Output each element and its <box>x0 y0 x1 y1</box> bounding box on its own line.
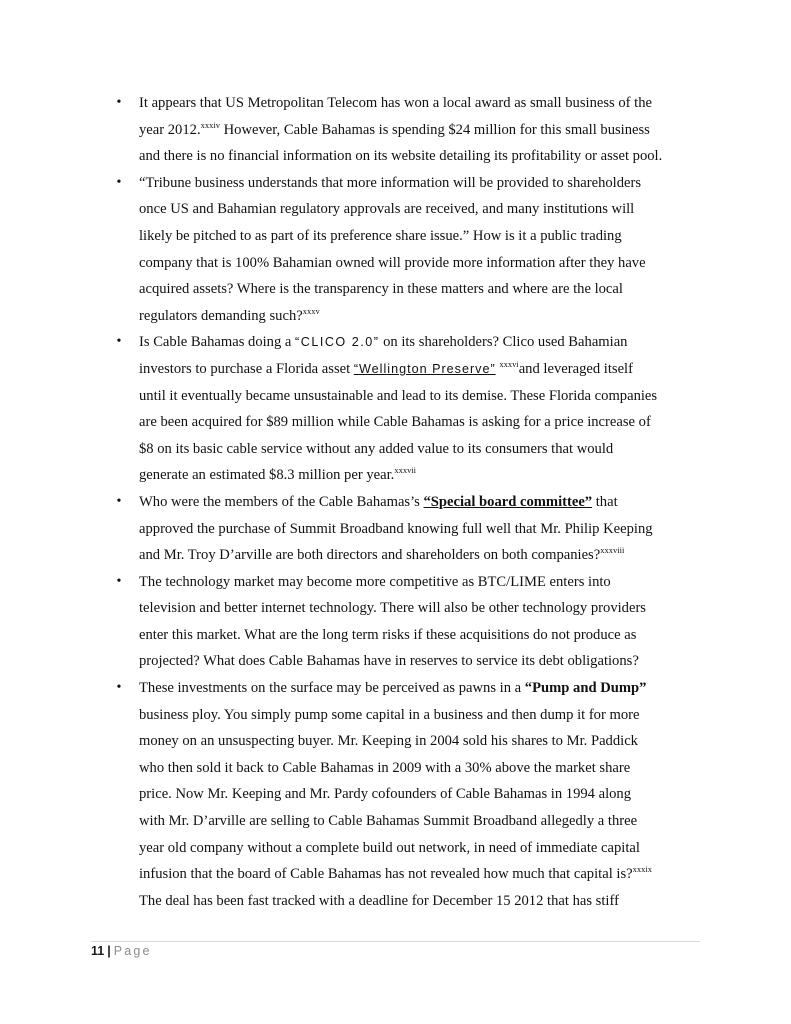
text-line <box>139 702 696 729</box>
bullet-paragraph <box>0 489 791 569</box>
text-line <box>139 143 696 170</box>
text-line <box>139 595 696 622</box>
text-line <box>139 250 696 277</box>
body-text: business ploy. You simply pump some capital in a business and then dump it for more <box>139 706 640 723</box>
text-line <box>139 542 696 569</box>
page-label: Page <box>113 944 152 958</box>
body-text: generate an estimated $8.3 million per year. <box>139 467 395 484</box>
text-line <box>139 888 696 915</box>
text-line <box>139 383 696 410</box>
endnote-reference: xxxix <box>632 864 652 875</box>
body-text: company that is 100% Bahamian owned will provide more information after they have <box>139 254 646 271</box>
bullet-icon: • <box>116 334 122 350</box>
page-footer <box>91 943 152 959</box>
text-line <box>139 675 696 702</box>
body-text: and Mr. Troy D’arville are both directors and shareholders on both companies? <box>139 547 601 564</box>
text-line <box>139 489 696 516</box>
bullet-paragraph <box>0 675 791 914</box>
body-text: who then sold it back to Cable Bahamas in 2009 with a 30% above the market share <box>139 759 631 776</box>
bullet-icon: • <box>116 680 122 696</box>
body-text: These investments on the surface may be perceived as pawns in a <box>139 680 525 697</box>
footer-separator: | <box>107 944 111 958</box>
endnote-reference: xxxvi <box>499 358 519 369</box>
body-text: It appears that US Metropolitan Telecom has won a local award as small business of the <box>139 95 653 111</box>
bold-underlined-term: “Special board committee” <box>423 493 593 510</box>
bullet-icon: • <box>116 493 122 509</box>
body-text: year old company without a complete build out network, in need of immediate capital <box>139 839 640 856</box>
bullet-paragraph <box>0 90 791 170</box>
text-line <box>139 781 696 808</box>
endnote-reference: xxxv <box>302 305 320 316</box>
body-text: infusion that the board of Cable Bahamas has not revealed how much that capital is? <box>139 866 633 883</box>
body-text: are been acquired for $89 million while Cable Bahamas is asking for a price increase of <box>139 414 651 431</box>
page-number: 11 <box>91 944 105 958</box>
body-text: “Tribune business understands that more information will be provided to shareholders <box>139 174 642 191</box>
bullet-paragraph <box>0 329 791 489</box>
footer-divider <box>91 941 700 942</box>
text-line <box>139 409 696 436</box>
quoted-term: “CLICO 2.0” <box>295 335 380 350</box>
text-line <box>139 90 696 117</box>
body-text: likely be pitched to as part of its preference share issue.” How is it a public trading <box>139 227 622 244</box>
body-text: television and better internet technology. There will also be other technology providers <box>139 600 646 617</box>
body-text: and leveraged itself <box>518 360 633 377</box>
body-text: The deal has been fast tracked with a deadline for December 15 2012 that has stiff <box>139 892 619 909</box>
text-line <box>139 196 696 223</box>
endnote-reference: xxxvii <box>394 465 417 476</box>
body-text: on its shareholders? Clico used Bahamian <box>379 334 628 351</box>
text-line <box>139 329 696 356</box>
body-text: $8 on its basic cable service without any added value to its consumers that would <box>139 440 614 457</box>
text-line <box>139 861 696 888</box>
text-line <box>139 223 696 250</box>
body-text: money on an unsuspecting buyer. Mr. Keeping in 2004 sold his shares to Mr. Paddick <box>139 733 638 750</box>
bullet-paragraph <box>0 170 791 330</box>
text-line <box>139 569 696 596</box>
bold-term: “Pump and Dump” <box>524 680 647 697</box>
body-text: once US and Bahamian regulatory approvals are received, and many institutions will <box>139 201 635 218</box>
body-text: price. Now Mr. Keeping and Mr. Pardy cofounders of Cable Bahamas in 1994 along <box>139 786 632 803</box>
text-line <box>139 276 696 303</box>
body-text: that <box>592 493 618 510</box>
body-text: Is Cable Bahamas doing a <box>139 334 296 351</box>
body-text: with Mr. D’arville are selling to Cable Bahamas Summit Broadband allegedly a three <box>139 813 638 830</box>
body-text: acquired assets? Where is the transparency in these matters and where are the local <box>139 281 623 298</box>
body-text: enter this market. What are the long term risks if these acquisitions do not produce as <box>139 626 637 643</box>
text-line <box>139 462 696 489</box>
body-text: projected? What does Cable Bahamas have in reserves to service its debt obligations? <box>139 653 639 670</box>
body-text: investors to purchase a Florida asset <box>139 360 354 377</box>
body-text: regulators demanding such? <box>139 307 303 324</box>
text-line <box>139 516 696 543</box>
bullet-list <box>0 90 791 914</box>
endnote-reference: xxxiv <box>200 119 220 130</box>
body-text: and there is no financial information on its website detailing its profitability or asset pool. <box>139 148 663 165</box>
text-line <box>139 835 696 862</box>
body-text: However, Cable Bahamas is spending $24 million for this small business <box>219 121 650 138</box>
text-line <box>139 648 696 675</box>
text-line <box>139 356 696 383</box>
body-text: The technology market may become more competitive as BTC/LIME enters into <box>139 573 611 590</box>
bullet-paragraph <box>0 569 791 675</box>
underlined-quoted-term: “Wellington Preserve” <box>353 361 496 376</box>
text-line <box>139 117 696 144</box>
text-line <box>139 303 696 330</box>
body-text: approved the purchase of Summit Broadband knowing full well that Mr. Philip Keeping <box>139 520 653 537</box>
bullet-icon: • <box>116 95 122 110</box>
body-text: until it eventually became unsustainable and lead to its demise. These Florida companies <box>139 387 658 404</box>
text-line <box>139 170 696 197</box>
text-line <box>139 436 696 463</box>
text-line <box>139 728 696 755</box>
body-text: year 2012. <box>139 121 201 138</box>
bullet-icon: • <box>116 174 122 190</box>
body-text: Who were the members of the Cable Bahamas’s <box>139 493 424 510</box>
bullet-icon: • <box>116 573 122 589</box>
text-line <box>139 755 696 782</box>
text-line <box>139 622 696 649</box>
text-line <box>139 808 696 835</box>
endnote-reference: xxxviii <box>600 545 625 556</box>
